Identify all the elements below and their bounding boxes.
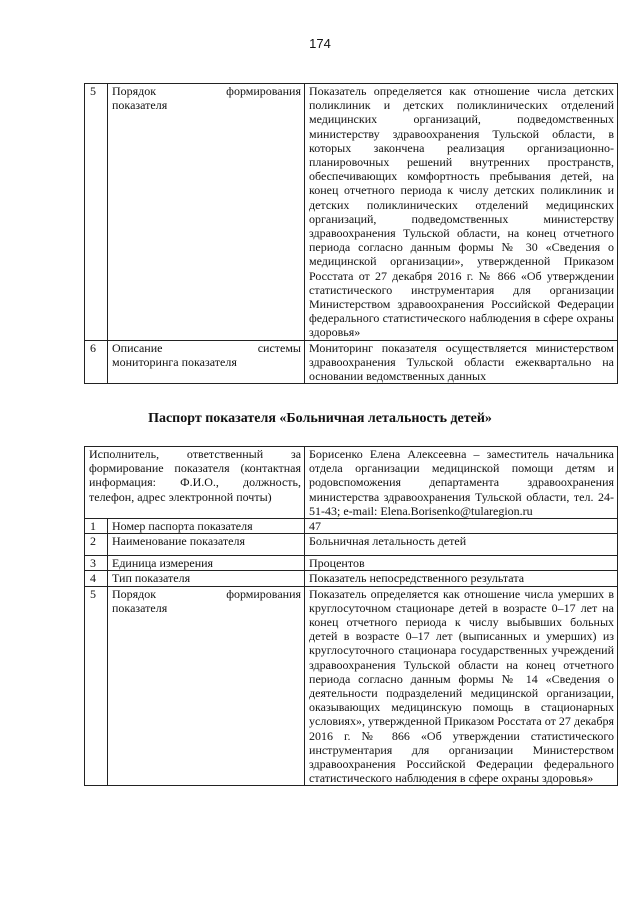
passport-table <box>84 446 618 786</box>
row-number: 2 <box>85 534 108 556</box>
passport-heading: Паспорт показателя «Больничная летальность детей» <box>148 411 492 426</box>
row-number: 6 <box>85 340 108 384</box>
row-label: Тип показателя <box>108 571 305 586</box>
row-number: 1 <box>85 519 108 534</box>
row-number: 5 <box>85 586 108 786</box>
row-value: Показатель непосредственного результата <box>305 571 618 586</box>
row-number: 3 <box>85 556 108 571</box>
row-number: 5 <box>85 84 108 341</box>
row-label-line1: Описание системы <box>112 340 301 355</box>
executor-label: Исполнитель, ответственный за формирование показателя (контактная информация: Ф.И.О., должность, телефон, адрес электронной почты) <box>85 447 305 519</box>
row-label-line1: Порядок формирования <box>112 586 302 601</box>
row-value: Процентов <box>305 556 618 571</box>
indicator-table-continued <box>84 83 618 384</box>
row-value: Показатель определяется как отношение числа умерших в круглосуточном стационаре детей в возрасте 0–17 лет на конец отчетного периода к числу выбывших больных детей в возрасте 0–17 лет (выписанных и умерших) из круглосуточного стационара государственных учреждений здравоохранения Тульской области на конец отчетного периода согласно данным формы № 14 «Сведения о деятельности подразделений медицинской организации, оказывающих медицинскую помощь в стационарных условиях», утвержденной Приказом Росстата от 27 декабря 2016 г. № 866 «Об утверждении статистического инструментария для организации Министерством здравоохранения Российской Федерации федерального статистического наблюдения в сфере охраны здоровья» <box>305 586 618 786</box>
row-label: Единица измерения <box>108 556 305 571</box>
row-value: Мониторинг показателя осуществляется министерством здравоохранения Тульской области ежеквартально на основании ведомственных данных <box>305 340 618 384</box>
table-row <box>85 571 618 586</box>
table-row <box>85 340 618 384</box>
row-label: Номер паспорта показателя <box>108 519 305 534</box>
table-row <box>85 534 618 556</box>
table-row <box>85 519 618 534</box>
row-label <box>108 586 305 786</box>
row-label <box>108 340 305 384</box>
row-label <box>108 84 305 341</box>
row-value: Показатель определяется как отношение числа детских поликлиник и детских поликлинических отделений медицинских организаций, подведомственных министерству здравоохранения Тульской области, в которых закончена реализация организационно-планировочных решений внутренних пространств, обеспечивающих комфортность пребывания детей, на конец отчетного периода к числу детских поликлиник и детских поликлинических отделений медицинских организаций, подведомственных министерству здравоохранения Тульской области, на конец отчетного периода согласно данным формы № 30 «Сведения о медицинской организации», утвержденной Приказом Росстата от 27 декабря 2016 г. № 866 «Об утверждении статистического инструментария для организации Министерством здравоохранения Российской Федерации федерального статистического наблюдения в сфере охраны здоровья» <box>305 84 618 341</box>
table-row <box>85 447 618 519</box>
table-row <box>85 556 618 571</box>
row-label: Наименование показателя <box>108 534 305 556</box>
row-label-line1: Порядок формирования <box>112 84 301 98</box>
row-value: Больничная летальность детей <box>305 534 618 556</box>
row-label-line2: мониторинга показателя <box>112 354 237 369</box>
executor-value: Борисенко Елена Алексеевна – заместитель начальника отдела организации медицинской помощи детям и родовспоможения департамента здравоохранения министерства здравоохранения Тульской области, тел. 24-51-43; e-mail: Elena.Borisenko@tularegion.ru <box>305 447 618 519</box>
row-value: 47 <box>305 519 618 534</box>
table-row <box>85 84 618 341</box>
row-number: 4 <box>85 571 108 586</box>
row-label-line2: показателя <box>112 98 168 113</box>
page-number: 174 <box>309 36 331 51</box>
row-label-line2: показателя <box>112 600 168 615</box>
table-row <box>85 586 618 786</box>
